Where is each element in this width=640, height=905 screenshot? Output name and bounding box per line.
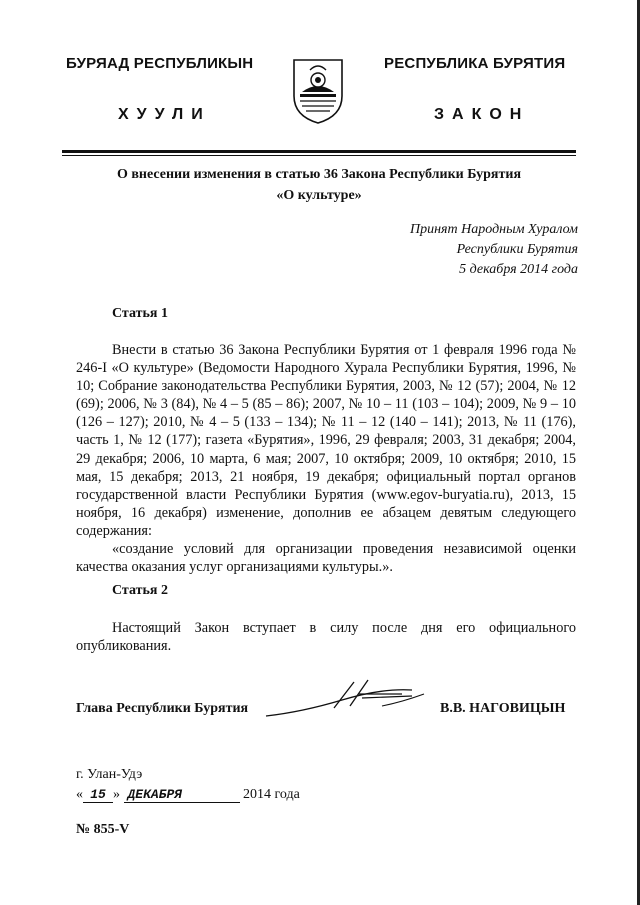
article1-paragraph2: «создание условий для организации проведения независимой оценки качества оказания услуг организациями культуры.». (76, 541, 576, 576)
coat-of-arms-icon (288, 56, 348, 126)
header-left-bottom: ХУУЛИ (118, 106, 211, 123)
law-title-line2: «О культуре» (276, 188, 362, 203)
signatory-name: В.В. НАГОВИЦЫН (440, 701, 566, 716)
date-year: 2014 года (243, 787, 300, 802)
adoption-line1: Принят Народным Хуралом (409, 222, 578, 237)
header-rule-thin (62, 155, 576, 156)
date-month: ДЕКАБРЯ (124, 787, 240, 803)
date-open-quote: « (76, 787, 83, 802)
article1-heading: Статья 1 (112, 306, 168, 321)
adoption-line3: 5 декабря 2014 года (459, 262, 578, 277)
law-number: № 855-V (76, 822, 130, 837)
header-rule-thick (62, 150, 576, 153)
place-of-signing: г. Улан-Удэ (76, 767, 143, 782)
law-title (62, 164, 576, 206)
header-left-top: БУРЯАД РЕСПУБЛИКЫН (66, 55, 254, 72)
signing-date (76, 787, 300, 803)
adoption-line2: Республики Бурятия (456, 242, 578, 257)
date-day: 15 (83, 787, 113, 803)
law-title-line1: О внесении изменения в статью 36 Закона Республики Бурятия (116, 167, 522, 182)
date-close-quote: » (113, 787, 120, 802)
article1-paragraph1: Внести в статью 36 Закона Республики Бурятия от 1 февраля 1996 года № 246-I «О культуре» (Ведомости Народного Хурала Республики Бурятия, 1996, № 10; Собрание законодательства Республики Бурятия, 2003, № 12 (57); 2004, № 12 (69); 2006, № 3 (84), № 4 – 5 (85 – 86); 2007, № 10 – 11 (103 – 104); 2009, № 9 – 10 (126 – 127); 2010, № 4 – 5 (133 – 134); № 11 – 12 (140 – 141); 2013, № 11 (176), часть 1, № 12 (177); газета «Бурятия», 1996, 29 февраля; 2003, 31 декабря; 2004, 29 декабря; 2006, 10 марта, 6 мая; 2007, 10 октября; 2009, 10 октября; 2010, 15 мая, 15 декабря; 2013, 21 ноября, 19 декабря; официальный портал органов государственной власти Республики Бурятия (www.egov-buryatia.ru), 2013, 15 ноября, 16 декабря) изменение, дополнив ее абзацем девятым следующего содержания: (76, 342, 576, 539)
adoption-note (410, 220, 578, 280)
handwritten-signature (262, 676, 432, 726)
header-right-bottom: ЗАКОН (434, 106, 530, 123)
signatory-position: Глава Республики Бурятия (76, 701, 249, 716)
article2-paragraph1: Настоящий Закон вступает в силу после дня его официального опубликования. (76, 620, 576, 655)
header-right-top: РЕСПУБЛИКА БУРЯТИЯ (384, 55, 566, 72)
article2-heading: Статья 2 (112, 583, 168, 598)
